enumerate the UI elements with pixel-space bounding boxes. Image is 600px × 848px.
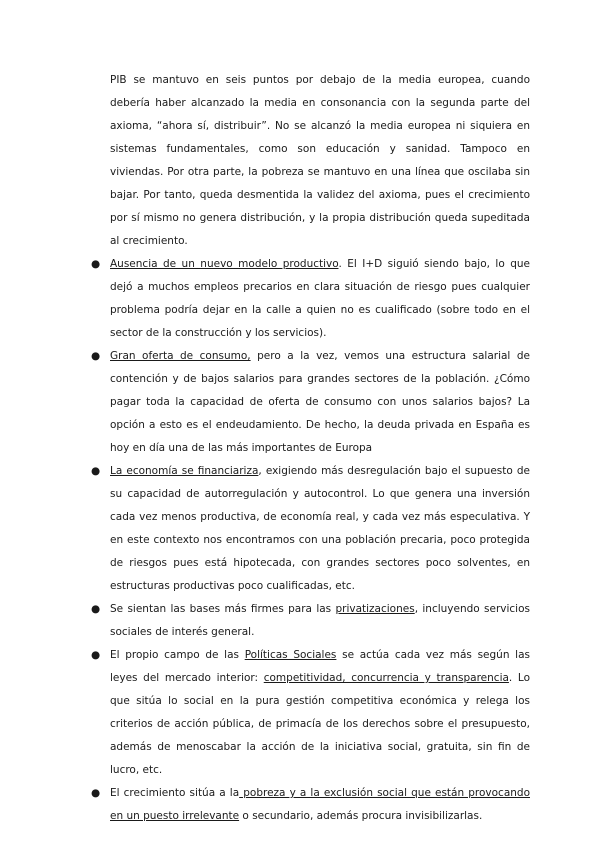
bullet-list [91, 253, 531, 828]
list-item-crecimiento [91, 782, 530, 828]
bullet-icon: ● [91, 350, 101, 362]
list-item-text-before: Se sientan las bases más firmes para las [110, 603, 336, 615]
underlined-term: Gran oferta de consumo, [110, 350, 251, 362]
underlined-term: privatizaciones [335, 603, 415, 615]
list-item-oferta-consumo [91, 345, 530, 460]
list-item-politicas-sociales [91, 644, 531, 782]
document-body [91, 69, 531, 828]
intro-paragraph: PIB se mantuvo en seis puntos por debajo de la media europea, cuando debería haber alcanzado la media en consonancia con la segunda parte del axioma, “ahora sí, distribuir”. No se alcanzó la media europea ni siquiera en sistemas fundamentales, como son educación y sanidad. Tampoco en viviendas. Por otra parte, la pobreza se mantuvo en una línea que oscilaba sin bajar. Por tanto, queda desmentida la validez del axioma, pues el crecimiento por sí mismo no genera distribución, y la propia distribución queda supeditada al crecimiento. [110, 74, 530, 247]
list-item-text-before: El crecimiento sitúa a la [110, 787, 240, 799]
list-item-text: . El I+D siguió siendo bajo, lo que dejó a muchos empleos precarios en clara situación de riesgo pues cualquier problema podría dejar en la calle a quien no es cualificado (sobre todo en el sector de la construcción y los servicios). [110, 258, 530, 339]
list-item-text-before: El propio campo de las [110, 649, 245, 661]
list-item-privatizaciones [91, 598, 530, 644]
underlined-term: pobreza y a la exclusión social que están provocando en un puesto irrelevante [110, 787, 530, 822]
list-item-text-after: , incluyendo servicios sociales de interés general. [110, 603, 530, 638]
list-item-text-after: . Lo que sitúa lo social en la pura gestión competitiva económica y relega los criterios de acción pública, de primacía de los derechos sobre el presupuesto, además de menoscabar la acción de la iniciativa social, gratuita, sin fin de lucro, etc. [110, 672, 531, 776]
underlined-term-2: competitividad, concurrencia y transparencia [263, 672, 509, 684]
bullet-icon: ● [91, 603, 101, 615]
bullet-icon: ● [91, 649, 101, 661]
list-item-text: pero a la vez, vemos una estructura salarial de contención y de bajos salarios para grandes sectores de la población. ¿Cómo pagar toda la capacidad de oferta de consumo con unos salarios bajos? La opción a esto es el endeudamiento. De hecho, la deuda privada en España es hoy en día una de las más importantes de Europa [110, 350, 530, 454]
bullet-icon: ● [91, 787, 101, 799]
list-item-text-middle: se actúa cada vez más según las leyes del mercado interior: [110, 649, 530, 684]
list-item-modelo-productivo [91, 253, 530, 345]
list-item-financiarizacion [91, 460, 530, 598]
bullet-icon: ● [91, 258, 101, 270]
bullet-icon: ● [91, 465, 101, 477]
underlined-term: Políticas Sociales [244, 649, 337, 661]
underlined-term: La economía se financiariza [110, 465, 259, 477]
list-item-text: , exigiendo más desregulación bajo el supuesto de su capacidad de autorregulación y autocontrol. Lo que genera una inversión cada vez menos productiva, de economía real, y cada vez más especulativa. Y en este contexto nos encontramos con una población precaria, poco protegida de riesgos pues está hipotecada, con grandes sectores poco solventes, en estructuras productivas poco cualificadas, etc. [110, 465, 530, 592]
list-item-text-after: o secundario, además procura invisibilizarlas. [239, 810, 483, 822]
underlined-term: Ausencia de un nuevo modelo productivo [110, 258, 339, 270]
